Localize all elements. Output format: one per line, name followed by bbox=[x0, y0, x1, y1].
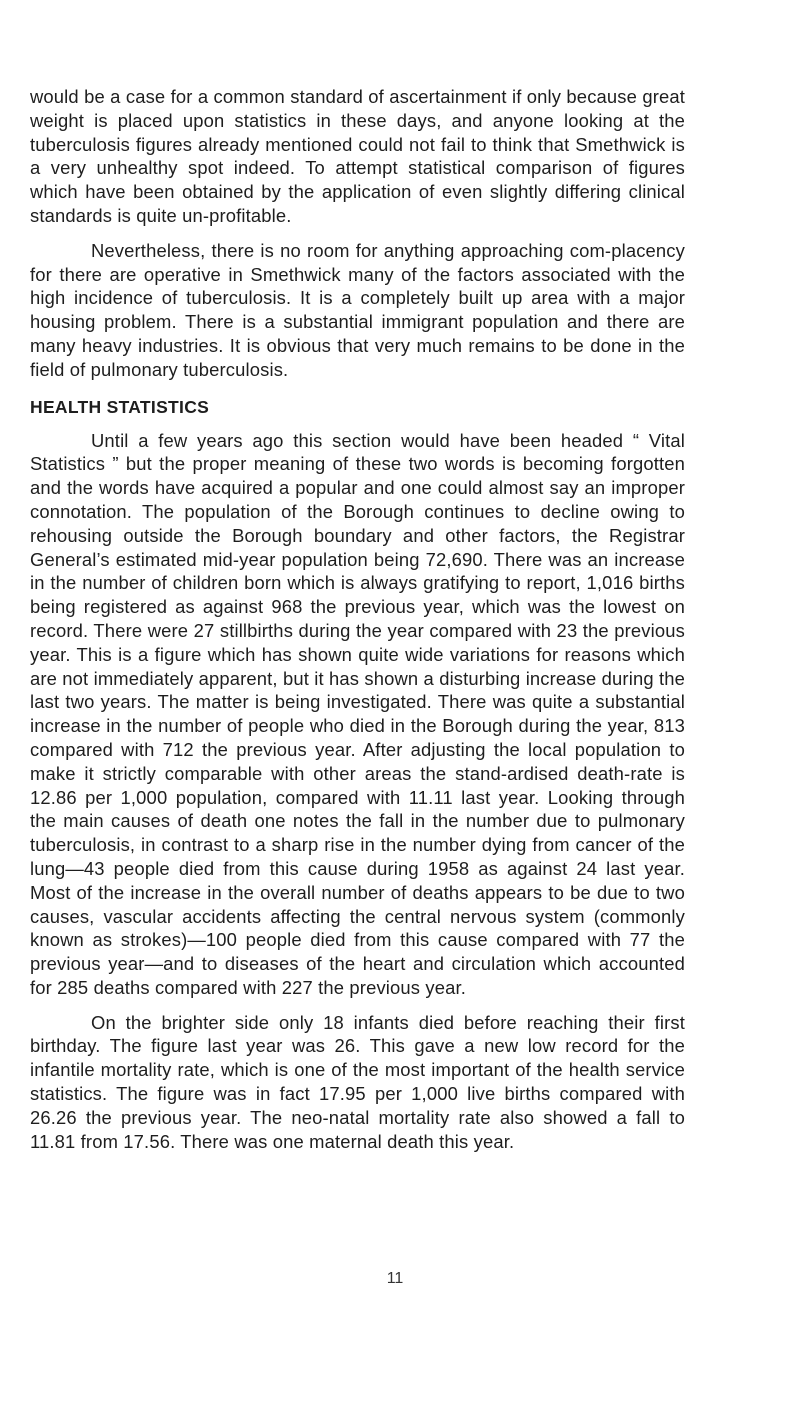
document-page bbox=[30, 85, 685, 1153]
paragraph-complacency: Nevertheless, there is no room for anything approaching com-placency for there are operative in Smethwick many of the factors associated with the high incidence of tuberculosis. It is a completely built up area with a major housing problem. There is a substantial immigrant population and there are many heavy industries. It is obvious that very much remains to be done in the field of pulmonary tuberculosis. bbox=[30, 239, 685, 380]
paragraph-infant-mortality: On the brighter side only 18 infants died before reaching their first birthday. The figure last year was 26. This gave a new low record for the infantile mortality rate, which is one of the most important of the health service statistics. The figure was in fact 17.95 per 1,000 live births compared with 26.26 the previous year. The neo-natal mortality rate also showed a fall to 11.81 from 17.56. There was one maternal death this year. bbox=[30, 1011, 685, 1152]
page-number: 11 bbox=[386, 1270, 404, 1287]
section-heading-health-statistics: HEALTH STATISTICS bbox=[30, 396, 210, 417]
paragraph-vital-statistics: Until a few years ago this section would have been headed “ Vital Statistics ” but the proper meaning of these two words is becoming forgotten and the words have acquired a popular and one could almost say an improper connotation. The population of the Borough continues to decline owing to rehousing outside the Borough boundary and other factors, the Registrar General’s estimated mid-year population being 72,690. There was an increase in the number of children born which is always gratifying to report, 1,016 births being registered as against 968 the previous year, which was the lowest on record. There were 27 stillbirths during the year compared with 23 the previous year. This is a figure which has shown quite wide variations for reasons which are not immediately apparent, but it has shown a disturbing increase during the last two years. The matter is being investigated. There was quite a substantial increase in the number of people who died in the Borough during the year, 813 compared with 712 the previous year. After adjusting the local population to make it strictly comparable with other areas the stand-ardised death-rate is 12.86 per 1,000 population, compared with 11.11 last year. Looking through the main causes of death one notes the fall in the number due to pulmonary tuberculosis, in contrast to a sharp rise in the number dying from cancer of the lung—43 people died from this cause during 1958 as against 24 last year. Most of the increase in the overall number of deaths appears to be due to two causes, vascular accidents affecting the central nervous system (commonly known as strokes)—100 people died from this cause compared with 77 the previous year—and to diseases of the heart and circulation which accounted for 285 deaths compared with 227 the previous year. bbox=[30, 429, 685, 998]
paragraph-tuberculosis-standards: would be a case for a common standard of ascertainment if only because great weight is placed upon statistics in these days, and anyone looking at the tuberculosis figures already mentioned could not fail to think that Smethwick is a very unhealthy spot indeed. To attempt statistical comparison of figures which have been obtained by the application of even slightly differing clinical standards is quite un-profitable. bbox=[30, 86, 685, 226]
